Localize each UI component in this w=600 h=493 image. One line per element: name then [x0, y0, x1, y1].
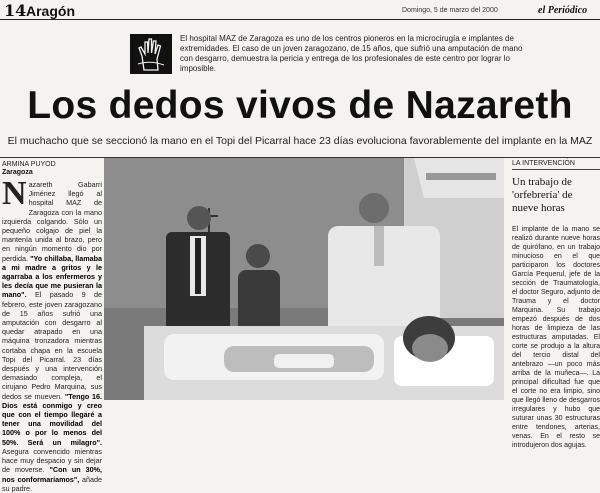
body-text: Asegura convencido mientras hace muy despacio y sin dejar de moverse. [2, 446, 102, 475]
promo-box [130, 34, 530, 74]
hand-icon [130, 34, 172, 74]
subheadline: El muchacho que se seccionó la mano en el Topi del Picarral hace 23 días evoluciona favorablemente del implante en la MAZ [7, 135, 593, 147]
newspaper-name: el Periódico [538, 5, 588, 16]
issue-date: Domingo, 5 de marzo del 2000 [402, 7, 498, 14]
drop-cap: N [2, 175, 27, 212]
body-quote: "Yo chillaba, llamaba a mi madre a gritos y le agarraba a los enfermeros y les decía que me pusieran la mano". [2, 253, 102, 300]
page-header [0, 0, 600, 20]
section-name: Aragón [26, 3, 75, 19]
sidebar-label: LA INTERVENCIÓN [512, 160, 600, 170]
sidebar-title: Un trabajo de 'orfebrería' de nueve horas [512, 176, 573, 214]
page-number: 14 [4, 1, 27, 20]
article-body [2, 175, 103, 493]
body-text: añade su padre. [2, 474, 103, 493]
body-quote: "Con un 30%, nos conformaríamos", [2, 465, 102, 484]
sidebar-body: El implante de la mano se realizó durante nueve horas de quirófano, en un trabajo minucioso en el que participaron los doctores García Pequerul, jefe de la sección de Traumatología, el doctor Seguro, adjunto de Trauma y el doctor Marquina. Su trabajo empezó después de dos horas de limpieza de las estructuras amputadas. El corte se produjo a la altura del tercio distal del antebrazo —un poco más arriba de la muñeca—. La principal dificultad fue que el corte no era limpio, sino que llegó lleno de desgarros irregulares y hubo que suturar unas 30 estructuras entre tendones, arterias, venas. En el resto se introdujeron dos agujas. [512, 226, 600, 449]
body-intro: azareth Gabarri Jiménez llegó al hospital MAZ de Zaragoza con la mano izquierda colgando. Sólo un pequeño colgajo de piel la mantenía unida al brazo, pero en ningún momento dio por perdida. [2, 180, 102, 263]
hospital-photo [104, 158, 504, 400]
body-quote: "Tengo 16. Dios está conmigo y creo que con el tiempo llegaré a tener una movilidad del 100% o por lo menos del 50%. Será un milagro". [2, 391, 103, 447]
body-text: El pasado 9 de febrero, este joven zaragozano de 15 años sufrió una amputación con desgarro al quedar atrapado en una máquina tronzadora mientras cortaba chapa en la escuela Topi del Picarral. 23 días después y una intervención demasiado compleja, el cirujano Pedro Marquina, sus dedos se mueven. [2, 290, 102, 401]
dateline-location: Zaragoza [2, 169, 33, 176]
promo-text: El hospital MAZ de Zaragoza es uno de los centros pioneros en la microcirugía e implantes de extremidades. El caso de un joven zaragozano, de 15 años, que sufrió una amputación de mano con desgarro, demuestra la pericia y entrega de los profesionales de este centro por lograr lo imposible. [180, 34, 523, 73]
byline: ARMINA PUYOD [2, 161, 56, 168]
sidebar [512, 158, 600, 449]
headline: Los dedos vivos de Nazareth [27, 84, 573, 127]
